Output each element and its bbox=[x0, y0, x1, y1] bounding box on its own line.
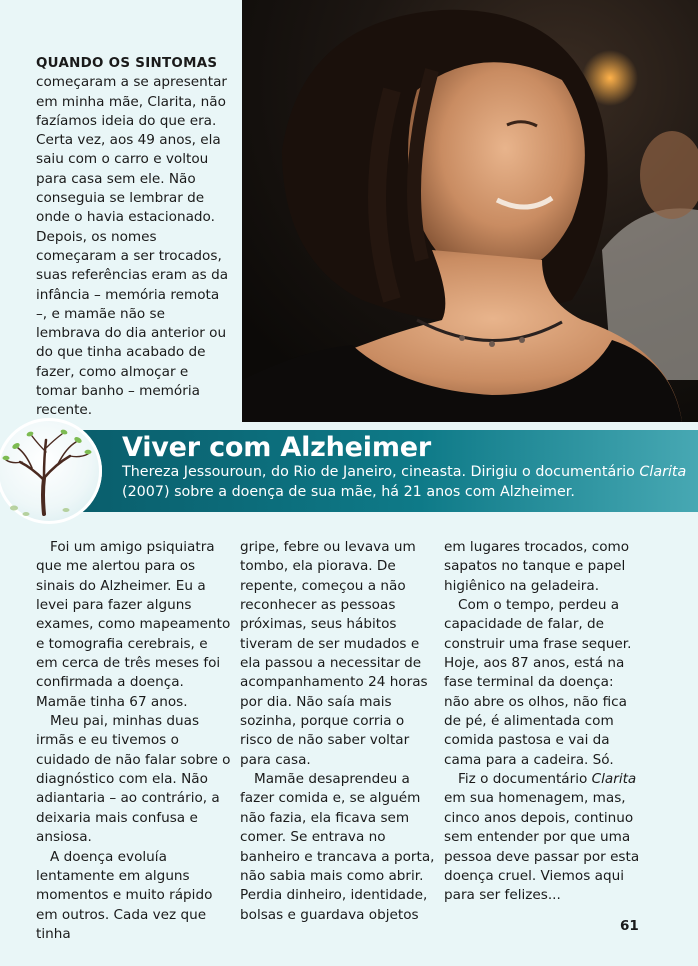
film-title: Clarita bbox=[591, 771, 637, 788]
banner-title: Viver com Alzheimer bbox=[122, 432, 432, 463]
paragraph: em lugares trocados, como sapatos no tanque e papel higiênico na geladeira. bbox=[444, 539, 630, 594]
intro-lead: QUANDO OS SINTOMAS bbox=[36, 56, 218, 71]
article-column-3 bbox=[444, 538, 640, 906]
intro-text bbox=[36, 54, 232, 421]
paragraph: Com o tempo, perdeu a capacidade de falar, de construir uma frase sequer. Hoje, aos 87 anos, está na fase terminal da doença: não abre os olhos, não fica de pé, é alimentada com comida pastosa e vai da cama para a cadeira. Só. bbox=[444, 597, 632, 768]
paragraph: Mamãe desaprendeu a fazer comida e, se alguém não fazia, ela ficava sem comer. Se entrava no banheiro e trancava a porta, não sabia mais como abrir. Perdia dinheiro, identidade, bolsas e guardava objetos bbox=[240, 771, 435, 923]
paragraph: Foi um amigo psiquiatra que me alertou para os sinais do Alzheimer. Eu a levei para fazer alguns exames, como mapeamento e tomografia cerebrais, e em cerca de três meses foi confirmada a doença. Mamãe tinha 67 anos. bbox=[36, 539, 231, 710]
paragraph: gripe, febre ou levava um tombo, ela piorava. De repente, começou a não reconhecer as pessoas próximas, seus hábitos tiveram de ser mudados e ela passou a necessitar de acompanhamento 24 horas por dia. Não saía mais sozinha, porque corria o risco de não saber voltar para casa. bbox=[240, 539, 428, 768]
banner-subtitle bbox=[122, 462, 692, 502]
paragraph-text-2: em sua homenagem, mas, cinco anos depois, continuo sem entender por que uma pessoa deve passar por esta doença cruel. Viemos aqui para ser felizes... bbox=[444, 790, 640, 904]
subtitle-film-title: Clarita bbox=[639, 464, 687, 480]
tree-icon bbox=[0, 418, 102, 524]
paragraph-text-1: Fiz o documentário bbox=[458, 771, 592, 788]
paragraph: A doença evoluía lentamente em alguns momentos e muito rápido em outros. Cada vez que tinha bbox=[36, 848, 213, 942]
paragraph: Meu pai, minhas duas irmãs e eu tivemos o cuidado de não falar sobre o diagnóstico com ela. Não adiantaria – ao contrário, a deixaria mais confusa e ansiosa. bbox=[36, 713, 231, 846]
page-number: 61 bbox=[620, 918, 639, 934]
intro-body: começaram a se apresentar em minha mãe, Clarita, não fazíamos ideia do que era. Certa vez, aos 49 anos, ela saiu com o carro e voltou para casa sem ele. Não conseguia se lembrar de onde o havia estacionado. Depois, os nomes começaram a ser trocados, suas referências eram as da infância – memória remota –, e mamãe não se lembrava do dia anterior ou do que tinha acabado de fazer, como almoçar e tomar banho – memória recente. bbox=[36, 74, 229, 419]
paragraph bbox=[444, 770, 640, 905]
subtitle-text-2: (2007) sobre a doença de sua mãe, há 21 anos com Alzheimer. bbox=[122, 484, 575, 500]
portrait-photo bbox=[242, 0, 698, 422]
subtitle-text-1: Thereza Jessouroun, do Rio de Janeiro, cineasta. Dirigiu o documentário bbox=[122, 464, 640, 480]
article-column-2 bbox=[240, 538, 436, 925]
article-column-1 bbox=[36, 538, 232, 944]
section-banner bbox=[0, 418, 698, 522]
